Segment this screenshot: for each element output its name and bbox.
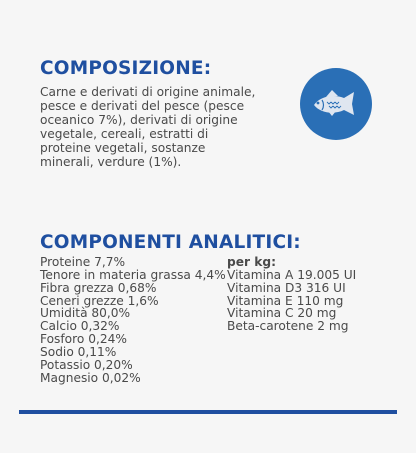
fish-icon <box>300 68 372 140</box>
analytic-components-list <box>40 256 226 384</box>
bottom-divider <box>19 410 397 414</box>
composition-line: pesce e derivati del pesce (pesce <box>40 98 245 113</box>
composition-line: vegetale, cereali, estratti di <box>40 126 209 141</box>
component-item: Proteine 7,7% <box>40 255 126 269</box>
component-item: Umidità 80,0% <box>40 306 131 321</box>
vitamin-item: Beta-carotene 2 mg <box>227 319 349 334</box>
vitamin-item: Vitamina E 110 mg <box>227 293 344 308</box>
component-item: Fosforo 0,24% <box>40 332 127 347</box>
component-item: Sodio 0,11% <box>40 344 117 359</box>
per-kg-label: per kg: <box>227 255 276 269</box>
component-item: Potassio 0,20% <box>40 357 133 372</box>
vitamin-item: Vitamina C 20 mg <box>227 306 337 321</box>
component-item: Calcio 0,32% <box>40 319 120 334</box>
composition-text <box>40 86 290 169</box>
composition-line: minerali, verdure (1%). <box>40 154 182 169</box>
analytic-heading: COMPONENTI ANALITICI: <box>40 232 301 253</box>
composition-line: Carne e derivati di origine animale, <box>40 85 256 99</box>
vitamin-item: Vitamina A 19.005 UI <box>227 267 357 282</box>
composition-line: oceanico 7%), derivati di origine <box>40 112 238 127</box>
component-item: Fibra grezza 0,68% <box>40 280 157 295</box>
component-item: Tenore in materia grassa 4,4% <box>40 267 226 282</box>
vitamins-list <box>227 256 356 333</box>
component-item: Magnesio 0,02% <box>40 370 141 385</box>
fish-badge <box>300 68 372 140</box>
component-item: Ceneri grezze 1,6% <box>40 293 159 308</box>
composition-heading: COMPOSIZIONE: <box>40 58 212 79</box>
composition-line: proteine vegetali, sostanze <box>40 140 206 155</box>
vitamin-item: Vitamina D3 316 UI <box>227 280 346 295</box>
